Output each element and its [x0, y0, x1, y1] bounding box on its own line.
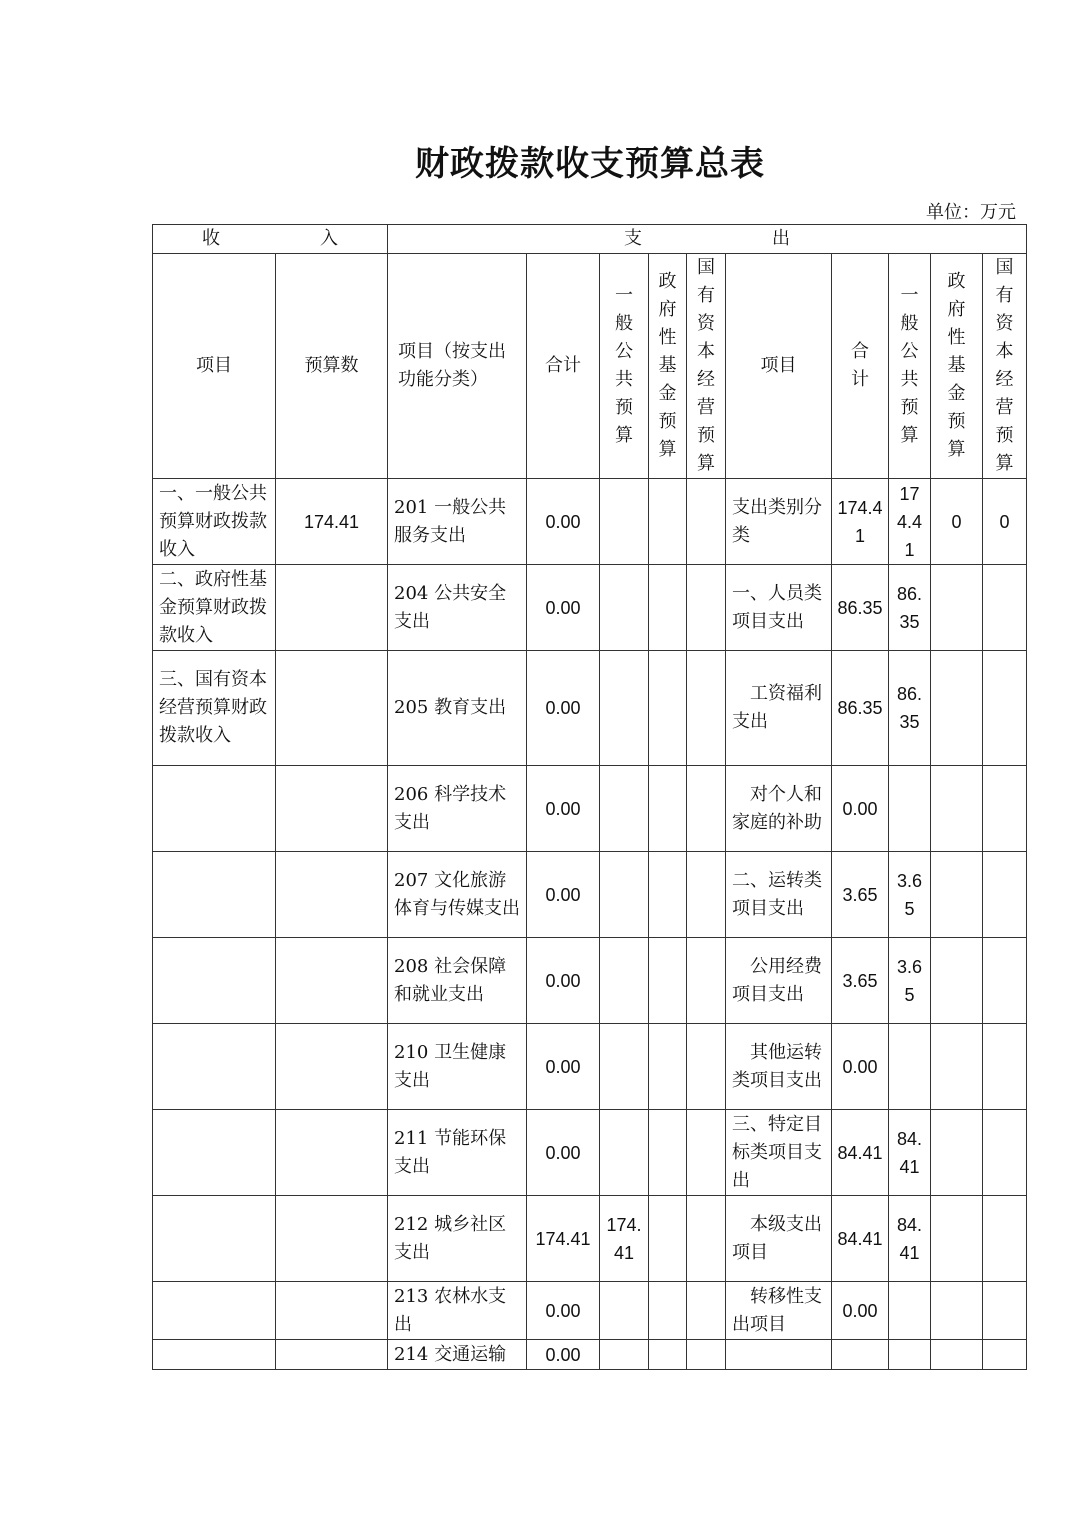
econ-total-cell: 0.00 — [832, 766, 889, 852]
func-general-cell — [600, 1024, 649, 1110]
econ-item-cell: 一、人员类项目支出 — [726, 565, 832, 651]
func-total-cell: 0.00 — [527, 1110, 600, 1196]
header-total2-text: 合 计 — [850, 341, 869, 390]
header-general-public2 — [889, 254, 931, 479]
econ-item-cell: 二、运转类项目支出 — [726, 852, 832, 938]
func-item-cell: 204 公共安全支出 — [388, 565, 527, 651]
func-item-cell: 208 社会保障和就业支出 — [388, 938, 527, 1024]
econ-gov-fund-cell — [931, 1282, 983, 1340]
income-char-2: 入 — [320, 228, 338, 249]
income-amount-cell — [276, 766, 388, 852]
income-amount-cell — [276, 852, 388, 938]
column-header-row — [153, 254, 1027, 479]
header-econ-item: 项目 — [726, 254, 832, 479]
func-gov-fund-cell — [649, 565, 687, 651]
table-row — [153, 479, 1027, 565]
func-state-capital-cell — [687, 1024, 726, 1110]
econ-item-cell: 转移性支出项目 — [726, 1282, 832, 1340]
func-general-cell — [600, 565, 649, 651]
header-general-public2-text: 一般公共预算 — [900, 285, 919, 446]
func-general-cell — [600, 651, 649, 766]
header-general-public-text: 一般公共预算 — [614, 285, 633, 446]
header-income-item: 项目 — [153, 254, 276, 479]
func-general-cell — [600, 766, 649, 852]
expense-char-2: 出 — [772, 228, 791, 249]
income-amount-cell — [276, 1110, 388, 1196]
income-item-cell — [153, 938, 276, 1024]
func-gov-fund-cell — [649, 1196, 687, 1282]
header-total: 合计 — [527, 254, 600, 479]
econ-total-cell: 3.65 — [832, 938, 889, 1024]
header-budget: 预算数 — [276, 254, 388, 479]
func-general-cell — [600, 938, 649, 1024]
income-section-header — [153, 225, 388, 254]
header-state-capital2-text: 国有资本经营预算 — [995, 257, 1014, 474]
header-state-capital2 — [983, 254, 1027, 479]
func-general-cell — [600, 1110, 649, 1196]
expense-section-header — [388, 225, 1027, 254]
econ-item-cell: 对个人和家庭的补助 — [726, 766, 832, 852]
func-gov-fund-cell — [649, 1340, 687, 1370]
income-item-cell — [153, 1196, 276, 1282]
table-row — [153, 766, 1027, 852]
income-amount-cell — [276, 1282, 388, 1340]
func-state-capital-cell — [687, 651, 726, 766]
func-item-cell: 207 文化旅游体育与传媒支出 — [388, 852, 527, 938]
table-row — [153, 1110, 1027, 1196]
income-amount-cell — [276, 1340, 388, 1370]
econ-state-capital-cell — [983, 938, 1027, 1024]
income-item-cell — [153, 1110, 276, 1196]
table-row — [153, 651, 1027, 766]
econ-gov-fund-cell — [931, 1196, 983, 1282]
econ-total-cell: 0.00 — [832, 1024, 889, 1110]
expense-char-1: 支 — [624, 228, 643, 249]
func-total-cell: 0.00 — [527, 1282, 600, 1340]
func-total-cell: 0.00 — [527, 766, 600, 852]
func-state-capital-cell — [687, 1196, 726, 1282]
income-item-cell — [153, 766, 276, 852]
econ-general-cell — [889, 766, 931, 852]
econ-total-cell — [832, 1340, 889, 1370]
econ-item-cell: 支出类别分类 — [726, 479, 832, 565]
econ-gov-fund-cell — [931, 1340, 983, 1370]
income-item-cell — [153, 1282, 276, 1340]
budget-table — [152, 224, 1027, 1370]
income-amount-cell — [276, 565, 388, 651]
econ-gov-fund-cell — [931, 1024, 983, 1110]
income-item-cell — [153, 1340, 276, 1370]
table-row — [153, 1282, 1027, 1340]
header-total2 — [832, 254, 889, 479]
econ-state-capital-cell — [983, 1196, 1027, 1282]
func-total-cell: 0.00 — [527, 852, 600, 938]
income-amount-cell — [276, 1196, 388, 1282]
section-header-row — [153, 225, 1027, 254]
econ-general-cell — [889, 1282, 931, 1340]
header-gov-fund2 — [931, 254, 983, 479]
func-gov-fund-cell — [649, 1024, 687, 1110]
func-total-cell: 0.00 — [527, 565, 600, 651]
func-gov-fund-cell — [649, 1282, 687, 1340]
header-state-capital — [687, 254, 726, 479]
econ-general-cell: 86.35 — [889, 651, 931, 766]
header-general-public — [600, 254, 649, 479]
income-item-cell: 一、一般公共预算财政拨款收入 — [153, 479, 276, 565]
func-state-capital-cell — [687, 766, 726, 852]
econ-state-capital-cell — [983, 1110, 1027, 1196]
func-total-cell: 0.00 — [527, 651, 600, 766]
econ-item-cell: 公用经费项目支出 — [726, 938, 832, 1024]
econ-total-cell: 86.35 — [832, 651, 889, 766]
econ-general-cell: 174.41 — [889, 479, 931, 565]
econ-total-cell: 84.41 — [832, 1110, 889, 1196]
econ-item-cell: 三、特定目标类项目支出 — [726, 1110, 832, 1196]
func-gov-fund-cell — [649, 852, 687, 938]
econ-gov-fund-cell — [931, 938, 983, 1024]
func-total-cell: 174.41 — [527, 1196, 600, 1282]
page-title: 财政拨款收支预算总表 — [415, 144, 765, 184]
income-item-cell: 二、政府性基金预算财政拨款收入 — [153, 565, 276, 651]
table-row — [153, 1340, 1027, 1370]
func-state-capital-cell — [687, 938, 726, 1024]
econ-state-capital-cell — [983, 1282, 1027, 1340]
econ-general-cell: 3.65 — [889, 938, 931, 1024]
econ-gov-fund-cell — [931, 852, 983, 938]
func-item-cell: 211 节能环保支出 — [388, 1110, 527, 1196]
econ-gov-fund-cell — [931, 651, 983, 766]
func-state-capital-cell — [687, 1340, 726, 1370]
func-general-cell — [600, 1282, 649, 1340]
income-item-cell — [153, 1024, 276, 1110]
econ-state-capital-cell: 0 — [983, 479, 1027, 565]
income-amount-cell — [276, 1024, 388, 1110]
func-state-capital-cell — [687, 565, 726, 651]
table-row — [153, 565, 1027, 651]
econ-general-cell: 84.41 — [889, 1110, 931, 1196]
econ-item-cell — [726, 1340, 832, 1370]
econ-gov-fund-cell: 0 — [931, 479, 983, 565]
econ-state-capital-cell — [983, 565, 1027, 651]
func-state-capital-cell — [687, 479, 726, 565]
func-item-cell: 206 科学技术支出 — [388, 766, 527, 852]
table-row — [153, 1024, 1027, 1110]
econ-item-cell: 工资福利支出 — [726, 651, 832, 766]
econ-total-cell: 3.65 — [832, 852, 889, 938]
header-func-item: 项目（按支出功能分类） — [388, 254, 527, 479]
econ-total-cell: 84.41 — [832, 1196, 889, 1282]
header-gov-fund — [649, 254, 687, 479]
econ-state-capital-cell — [983, 651, 1027, 766]
func-gov-fund-cell — [649, 766, 687, 852]
func-gov-fund-cell — [649, 938, 687, 1024]
func-total-cell: 0.00 — [527, 479, 600, 565]
income-item-cell — [153, 852, 276, 938]
func-state-capital-cell — [687, 1110, 726, 1196]
econ-state-capital-cell — [983, 852, 1027, 938]
econ-general-cell: 84.41 — [889, 1196, 931, 1282]
econ-total-cell: 86.35 — [832, 565, 889, 651]
econ-state-capital-cell — [983, 766, 1027, 852]
table-row — [153, 938, 1027, 1024]
econ-gov-fund-cell — [931, 766, 983, 852]
econ-total-cell: 0.00 — [832, 1282, 889, 1340]
func-gov-fund-cell — [649, 1110, 687, 1196]
income-amount-cell — [276, 938, 388, 1024]
func-item-cell: 212 城乡社区支出 — [388, 1196, 527, 1282]
func-total-cell: 0.00 — [527, 1340, 600, 1370]
func-total-cell: 0.00 — [527, 1024, 600, 1110]
income-amount-cell — [276, 651, 388, 766]
func-item-cell: 213 农林水支出 — [388, 1282, 527, 1340]
econ-state-capital-cell — [983, 1024, 1027, 1110]
func-gov-fund-cell — [649, 651, 687, 766]
func-general-cell: 174.41 — [600, 1196, 649, 1282]
econ-gov-fund-cell — [931, 565, 983, 651]
func-total-cell: 0.00 — [527, 938, 600, 1024]
econ-gov-fund-cell — [931, 1110, 983, 1196]
income-item-cell: 三、国有资本经营预算财政拨款收入 — [153, 651, 276, 766]
func-general-cell — [600, 852, 649, 938]
func-item-cell: 201 一般公共服务支出 — [388, 479, 527, 565]
func-item-cell: 210 卫生健康支出 — [388, 1024, 527, 1110]
econ-state-capital-cell — [983, 1340, 1027, 1370]
func-state-capital-cell — [687, 852, 726, 938]
func-general-cell — [600, 479, 649, 565]
func-general-cell — [600, 1340, 649, 1370]
econ-item-cell: 本级支出项目 — [726, 1196, 832, 1282]
table-row — [153, 1196, 1027, 1282]
unit-label: 单位：万元 — [926, 202, 1016, 223]
econ-general-cell — [889, 1340, 931, 1370]
table-row — [153, 852, 1027, 938]
income-amount-cell: 174.41 — [276, 479, 388, 565]
header-gov-fund-text: 政府性基金预算 — [658, 271, 677, 460]
econ-general-cell — [889, 1024, 931, 1110]
func-gov-fund-cell — [649, 479, 687, 565]
header-gov-fund2-text: 政府性基金预算 — [947, 271, 966, 460]
econ-item-cell: 其他运转类项目支出 — [726, 1024, 832, 1110]
econ-general-cell: 86.35 — [889, 565, 931, 651]
func-item-cell: 214 交通运输 — [388, 1340, 527, 1370]
func-item-cell: 205 教育支出 — [388, 651, 527, 766]
income-char-1: 收 — [202, 228, 220, 249]
econ-general-cell: 3.65 — [889, 852, 931, 938]
func-state-capital-cell — [687, 1282, 726, 1340]
header-state-capital-text: 国有资本经营预算 — [696, 257, 715, 474]
econ-total-cell: 174.41 — [832, 479, 889, 565]
